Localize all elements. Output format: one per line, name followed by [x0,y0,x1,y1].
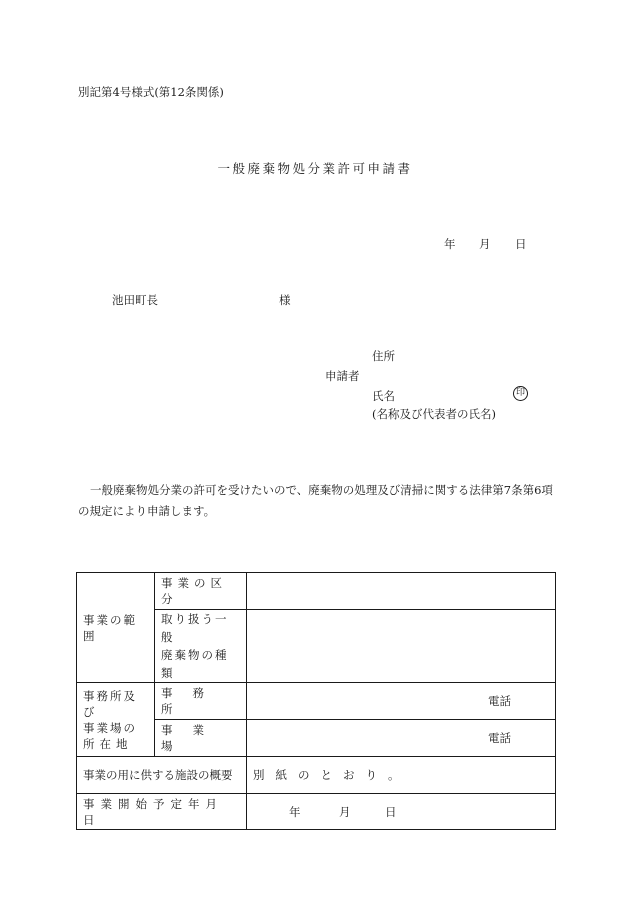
facility-label: 事業の用に供する施設の概要 [83,768,233,782]
table-row [77,683,556,720]
facility-value-cell[interactable] [247,757,556,794]
date-day-label: 日 [515,237,527,251]
name-label: 氏名 [372,389,395,403]
application-statement: 一般廃棄物処分業の許可を受けたいので、廃棄物の処理及び清掃に関する法律第7条第6項の規定により申請します。 [78,483,553,518]
addressee-name: 池田町長 [112,293,158,307]
start-day-label: 日 [385,804,397,819]
seal-icon: 印 [513,386,528,401]
date-month-label: 月 [479,237,491,251]
start-month-label: 月 [339,804,351,819]
location-label-cell [77,683,155,757]
office-phone-label: 電話 [488,694,511,708]
site-phone-cell[interactable] [247,720,556,757]
form-number-label: 別記第4号様式(第12条関係) [78,85,224,99]
office-label: 事務所 [161,686,224,716]
document-title: 一般廃棄物処分業許可申請書 [217,161,413,176]
start-year-label: 年 [289,804,301,819]
table-row [77,573,556,610]
scope-label-cell [77,573,155,683]
start-date-value-cell[interactable] [247,794,556,830]
waste-type-label-line1: 取り扱う一般 [161,612,229,644]
date-year-label: 年 [444,237,456,251]
location-label-line1: 事務所及び [83,688,137,719]
facility-value: 別紙のとおり。 [253,768,411,782]
waste-type-label-cell [155,610,247,683]
table-row [77,794,556,830]
table-row [77,757,556,794]
category-label-cell [155,573,247,610]
application-date [444,236,527,252]
office-label-cell [155,683,247,720]
scope-label: 事業の範囲 [83,612,137,643]
start-date-label-cell [77,794,247,830]
application-form-table [76,572,556,830]
category-label: 事業の区分 [161,576,227,606]
waste-type-label-line2: 廃棄物の種類 [161,648,229,680]
location-label-line3: 所在地 [83,736,133,751]
start-date-label: 事業開始予定年月日 [83,796,223,827]
office-phone-cell[interactable] [247,683,556,720]
site-label: 事業場 [161,723,224,753]
category-value-cell[interactable] [247,573,556,610]
site-phone-label: 電話 [488,731,511,745]
name-note: (名称及び代表者の氏名) [372,407,496,421]
waste-type-value-cell[interactable] [247,610,556,683]
facility-label-cell [77,757,247,794]
addressee-honorific: 様 [279,293,291,307]
location-label-line2: 事業場の [83,720,137,735]
site-label-cell [155,720,247,757]
address-label: 住所 [372,349,395,363]
applicant-label: 申請者 [325,369,360,383]
